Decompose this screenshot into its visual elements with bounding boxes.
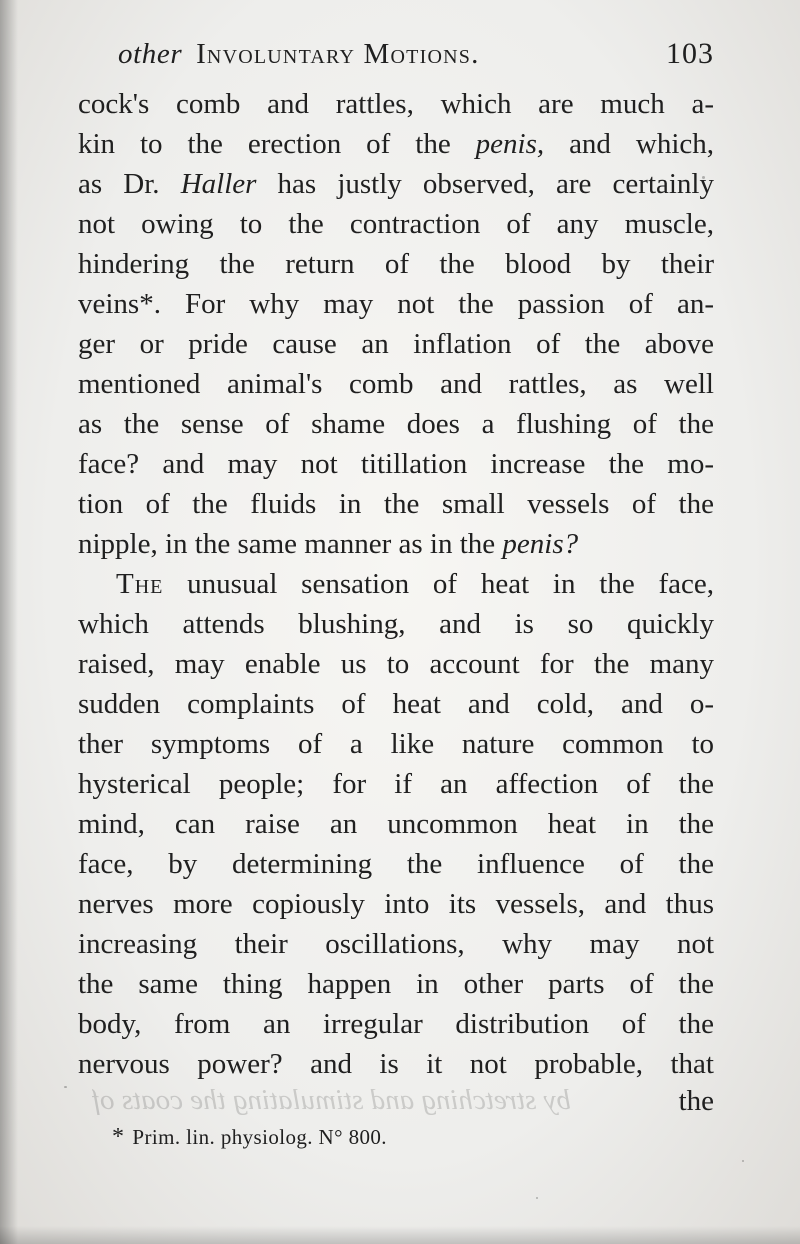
text-line: mentioned animal's comb and rattles, as well [78, 368, 714, 400]
text-line: nipple, in the same manner as in the penis? [78, 528, 579, 560]
italic-term: penis? [502, 528, 579, 560]
footnote-marker: * [112, 1124, 125, 1150]
catchword: the [678, 1085, 714, 1117]
text-line: the same thing happen in other parts of the [78, 968, 714, 1000]
bleed-through-text: by stretching and stimulating the coats of [92, 1084, 571, 1116]
text-line: not owing to the contraction of any muscle, [78, 208, 714, 240]
text-line: hindering the return of the blood by their [78, 248, 714, 280]
text-line: nervous power? and is it not probable, that [78, 1048, 714, 1080]
text-line: kin to the erection of the penis, and which, [78, 128, 714, 160]
small-caps-opening: The [116, 568, 164, 600]
text-line: mind, can raise an uncommon heat in the [78, 808, 714, 840]
text-line: sudden complaints of heat and cold, and o- [78, 688, 714, 720]
footnote-text: Prim. lin. physiolog. N° 800. [132, 1125, 387, 1149]
italic-name: Haller [180, 168, 257, 200]
text-line: tion of the fluids in the small vessels of the [78, 488, 714, 520]
text-line: ger or pride cause an inflation of the above [78, 328, 714, 360]
text-line: body, from an irregular distribution of the [78, 1008, 714, 1040]
text-line: face? and may not titillation increase the mo- [78, 448, 714, 480]
italic-term: penis, [475, 128, 545, 160]
gutter-shadow [0, 0, 18, 1244]
text-line: increasing their oscillations, why may not [78, 928, 714, 960]
text-line: ther symptoms of a like nature common to [78, 728, 714, 760]
text-line: nerves more copiously into its vessels, and thus [78, 888, 714, 920]
paper-speck [536, 1197, 538, 1199]
body-text [78, 84, 714, 1084]
bottom-edge-shadow [0, 1226, 800, 1244]
paper-speck [64, 1086, 67, 1088]
text-line: which attends blushing, and is so quickly [78, 608, 714, 640]
text-line: as Dr. Haller has justly observed, are certainly [78, 168, 714, 200]
text-line: cock's comb and rattles, which are much a- [78, 88, 714, 120]
running-head [118, 34, 714, 74]
page-number: 103 [666, 37, 714, 70]
paper-speck [702, 176, 705, 179]
text-line: hysterical people; for if an affection of the [78, 768, 714, 800]
text-line: face, by determining the influence of the [78, 848, 714, 880]
text-line: veins*. For why may not the passion of an- [78, 288, 714, 320]
text-line: raised, may enable us to account for the many [78, 648, 714, 680]
text-line: as the sense of shame does a flushing of the [78, 408, 714, 440]
paragraph-start-line: The unusual sensation of heat in the face, [116, 568, 714, 600]
footnote [112, 1122, 632, 1152]
running-head-title: Involuntary Motions. [196, 38, 480, 70]
paper-speck [742, 1160, 744, 1162]
running-head-prefix: other [118, 38, 183, 70]
